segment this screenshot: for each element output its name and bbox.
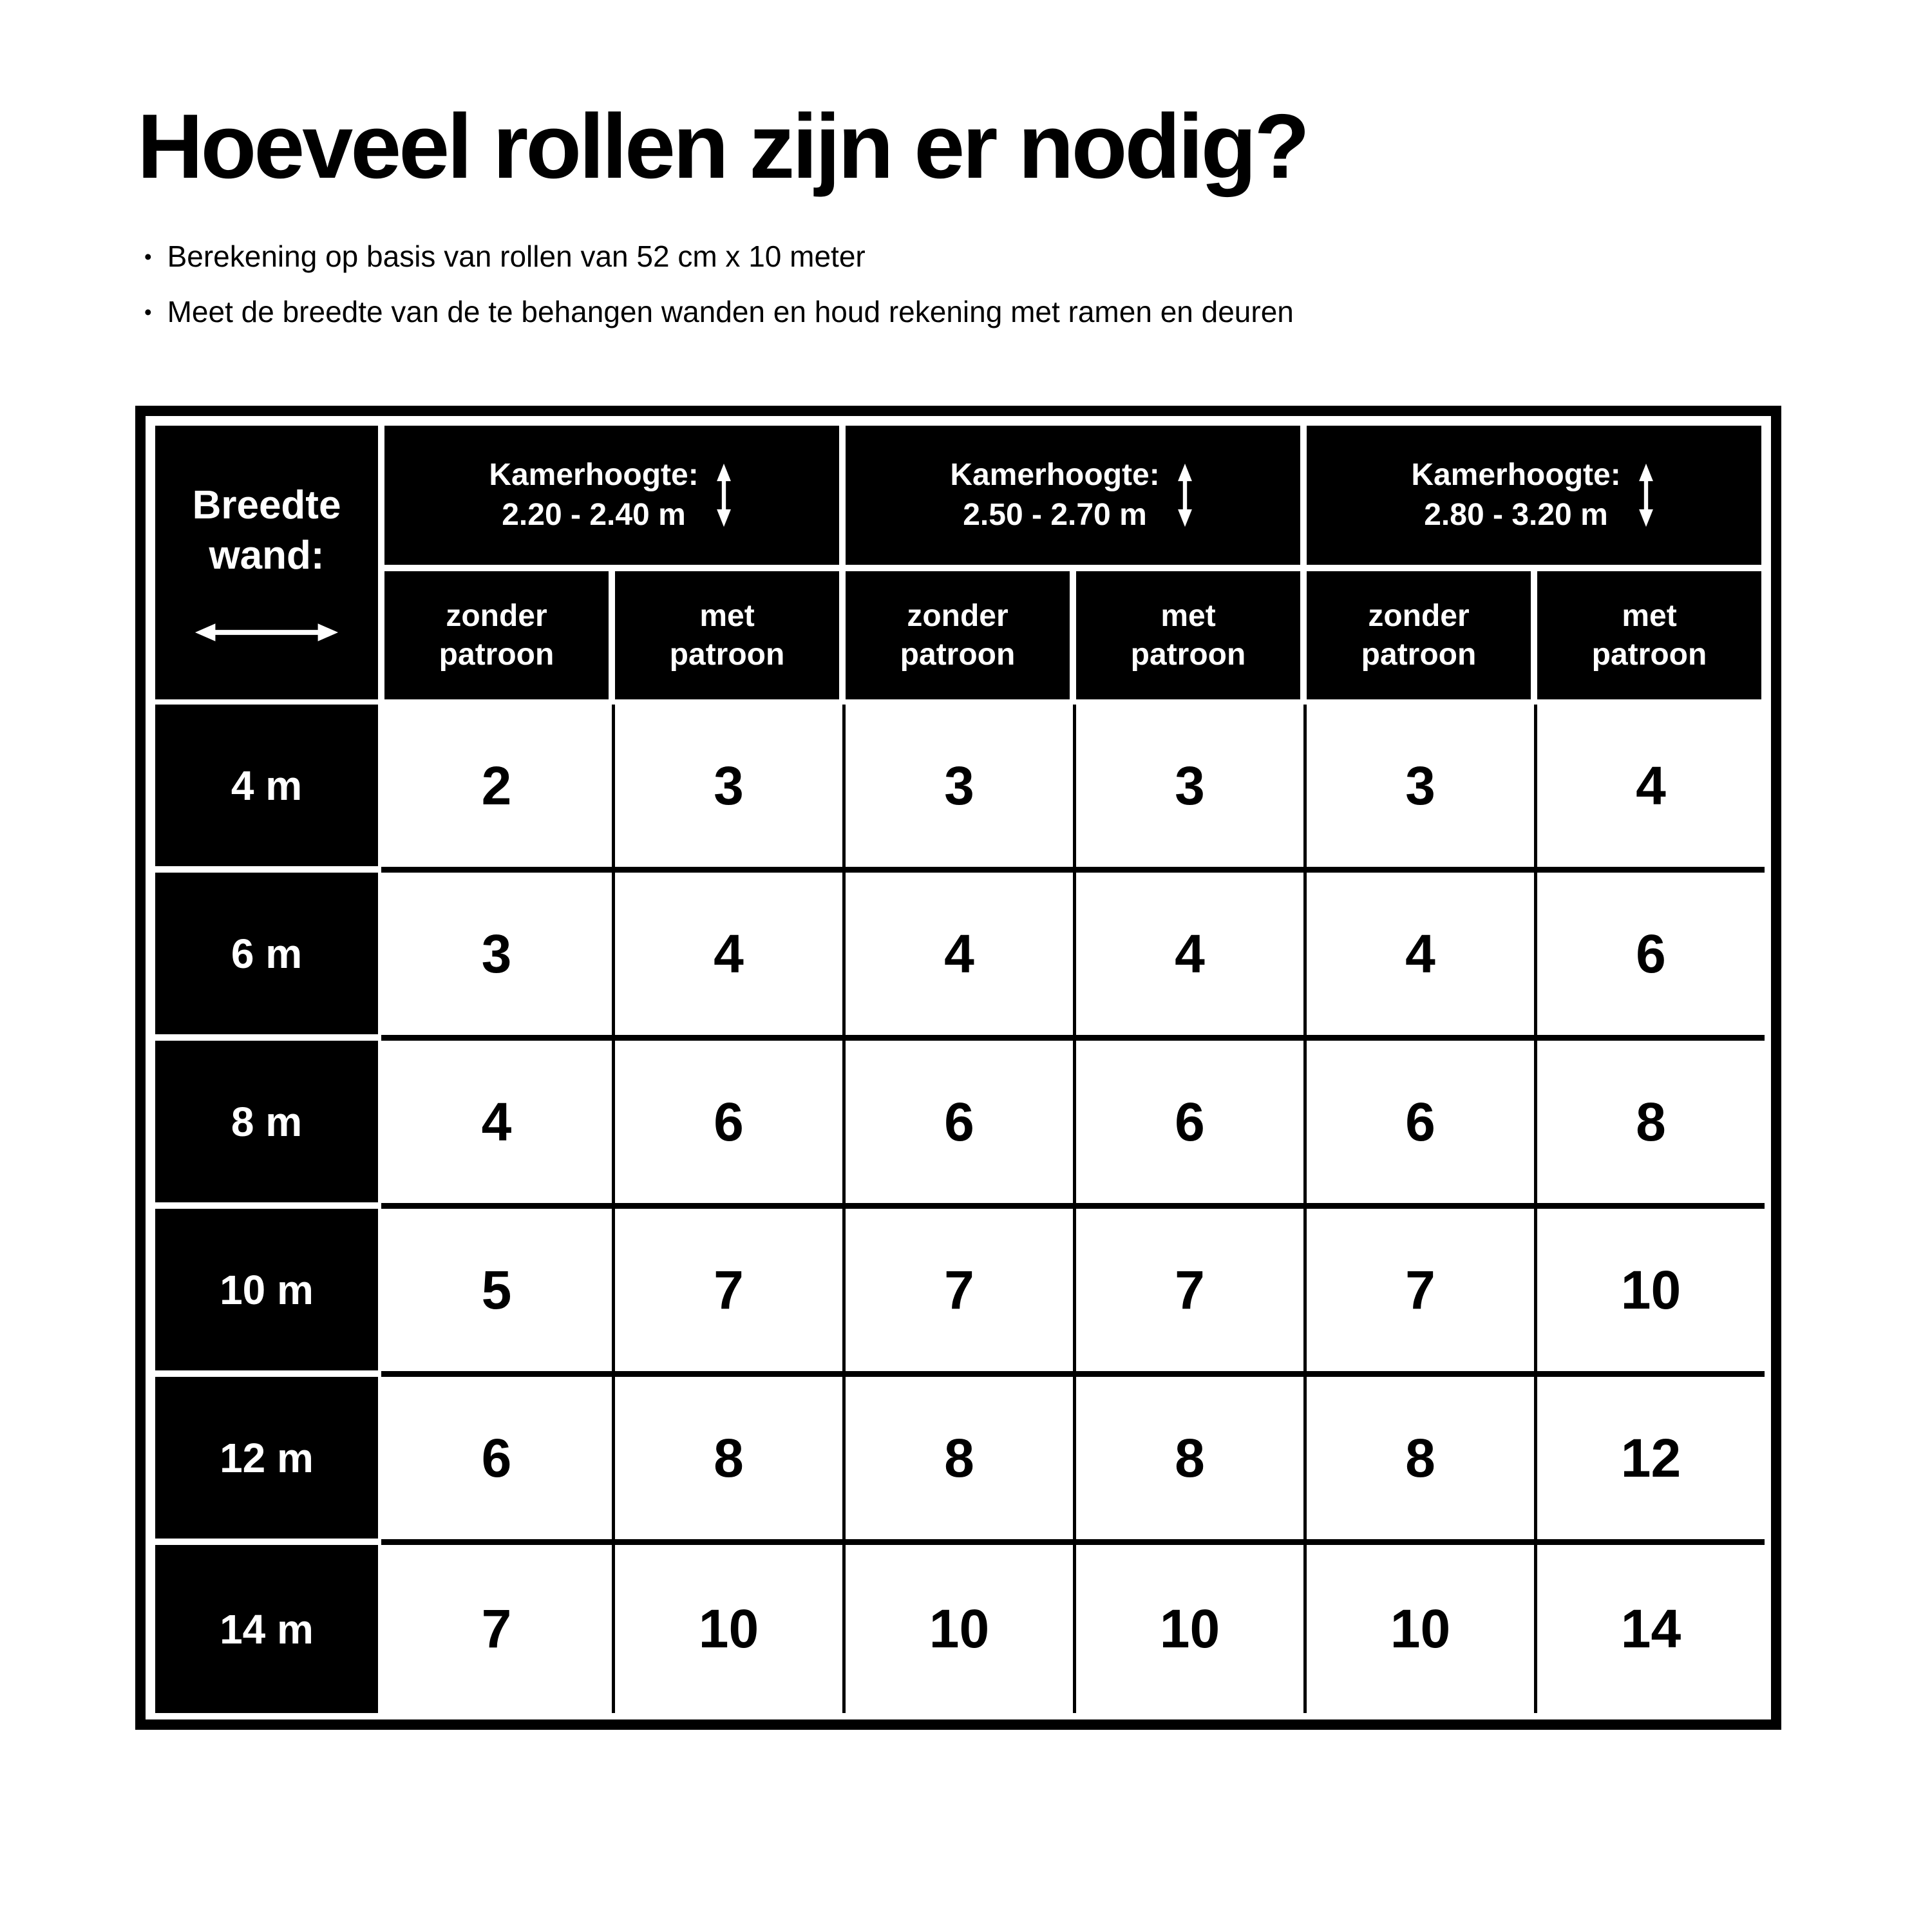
data-cell: 10 — [612, 1545, 842, 1713]
subheader-line2: patroon — [1130, 637, 1246, 672]
group-2-title: Kamerhoogte: — [950, 458, 1160, 492]
group-2-range: 2.50 - 2.70 m — [963, 498, 1147, 532]
up-down-arrow-icon — [713, 462, 735, 528]
data-cell: 6 — [1534, 873, 1765, 1041]
data-cell: 7 — [1303, 1209, 1534, 1377]
rolls-needed-table — [135, 406, 1781, 1730]
corner-header-breedte-wand — [152, 422, 381, 705]
data-cell: 10 — [842, 1545, 1073, 1713]
row-label-8m: 8 m — [152, 1041, 381, 1209]
data-cell: 7 — [381, 1545, 612, 1713]
data-cell: 8 — [842, 1377, 1073, 1545]
subheader-met-patroon-2 — [1073, 568, 1303, 705]
up-down-arrow-icon — [1174, 462, 1196, 528]
subheader-met-patroon-3 — [1534, 568, 1765, 705]
group-header-2 — [842, 422, 1303, 568]
group-header-3-text — [1411, 455, 1620, 535]
data-cell: 4 — [1303, 873, 1534, 1041]
row-label-14m: 14 m — [152, 1545, 381, 1713]
group-1-title: Kamerhoogte: — [489, 458, 699, 492]
data-cell: 8 — [612, 1377, 842, 1545]
data-cell: 8 — [1073, 1377, 1303, 1545]
corner-header-text — [193, 480, 341, 581]
note-item-2: • Meet de breedte van de te behangen wanden en houd rekening met ramen en deuren — [144, 295, 1294, 330]
data-cell: 10 — [1534, 1209, 1765, 1377]
data-cell: 14 — [1534, 1545, 1765, 1713]
data-cell: 6 — [381, 1377, 612, 1545]
group-header-1-text — [489, 455, 698, 535]
subheader-line1: met — [1160, 598, 1216, 633]
data-cell: 5 — [381, 1209, 612, 1377]
data-cell: 8 — [1303, 1377, 1534, 1545]
data-cell: 3 — [1073, 705, 1303, 873]
data-cell: 6 — [1073, 1041, 1303, 1209]
group-3-title: Kamerhoogte: — [1411, 458, 1621, 492]
data-cell: 3 — [381, 873, 612, 1041]
subheader-zonder-patroon-2 — [842, 568, 1073, 705]
subheader-met-patroon-1 — [612, 568, 842, 705]
subheader-line1: zonder — [446, 598, 547, 633]
up-down-arrow-icon — [1635, 462, 1657, 528]
data-cell: 4 — [842, 873, 1073, 1041]
corner-line2: wand: — [209, 533, 325, 578]
subheader-line2: patroon — [439, 637, 554, 672]
data-cell: 6 — [842, 1041, 1073, 1209]
data-cell: 12 — [1534, 1377, 1765, 1545]
row-label-12m: 12 m — [152, 1377, 381, 1545]
group-header-1 — [381, 422, 842, 568]
data-cell: 10 — [1073, 1545, 1303, 1713]
subheader-line1: met — [699, 598, 755, 633]
subheader-line2: patroon — [900, 637, 1016, 672]
data-cell: 4 — [381, 1041, 612, 1209]
subheader-line2: patroon — [669, 637, 785, 672]
subheader-zonder-patroon-1 — [381, 568, 612, 705]
subheader-line2: patroon — [1361, 637, 1477, 672]
subheader-line1: zonder — [907, 598, 1009, 633]
group-header-3 — [1303, 422, 1765, 568]
data-cell: 3 — [1303, 705, 1534, 873]
row-label-10m: 10 m — [152, 1209, 381, 1377]
data-cell: 6 — [1303, 1041, 1534, 1209]
data-cell: 10 — [1303, 1545, 1534, 1713]
data-cell: 3 — [842, 705, 1073, 873]
group-header-2-text — [950, 455, 1159, 535]
row-label-6m: 6 m — [152, 873, 381, 1041]
left-right-arrow-icon — [194, 620, 339, 645]
data-cell: 3 — [612, 705, 842, 873]
subheader-line1: zonder — [1368, 598, 1470, 633]
subheader-line1: met — [1622, 598, 1677, 633]
data-cell: 8 — [1534, 1041, 1765, 1209]
corner-line1: Breedte — [192, 482, 341, 527]
data-cell: 4 — [612, 873, 842, 1041]
notes-list — [144, 240, 1294, 350]
note-item-1: • Berekening op basis van rollen van 52 cm x 10 meter — [144, 240, 1294, 274]
data-cell: 4 — [1073, 873, 1303, 1041]
data-cell: 7 — [842, 1209, 1073, 1377]
subheader-zonder-patroon-3 — [1303, 568, 1534, 705]
group-3-range: 2.80 - 3.20 m — [1424, 498, 1608, 532]
data-cell: 7 — [612, 1209, 842, 1377]
data-cell: 6 — [612, 1041, 842, 1209]
data-cell: 2 — [381, 705, 612, 873]
subheader-line2: patroon — [1591, 637, 1707, 672]
data-cell: 7 — [1073, 1209, 1303, 1377]
data-cell: 4 — [1534, 705, 1765, 873]
row-label-4m: 4 m — [152, 705, 381, 873]
page-title: Hoeveel rollen zijn er nodig? — [137, 95, 1308, 198]
group-1-range: 2.20 - 2.40 m — [502, 498, 686, 532]
